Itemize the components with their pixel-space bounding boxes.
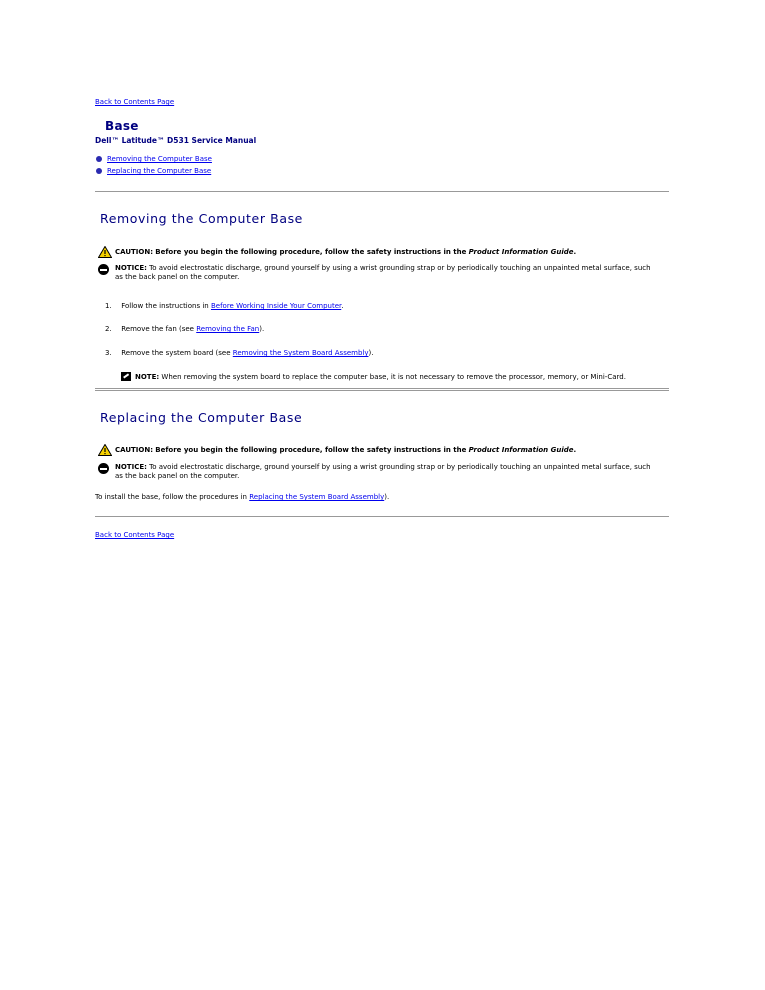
caution-guide-title: Product Information Guide: [468, 248, 574, 256]
install-text: To install the base, follow the procedures in: [95, 493, 247, 501]
link-replacing-system-board[interactable]: Replacing the System Board Assembly: [249, 493, 385, 501]
step-number: 1.: [105, 302, 112, 310]
step-item: [105, 325, 264, 334]
divider: [95, 390, 669, 391]
page-title: Base: [105, 119, 139, 133]
step-text: Follow the instructions in: [121, 302, 209, 310]
divider: [95, 191, 669, 192]
link-before-working[interactable]: Before Working Inside Your Computer: [210, 302, 342, 310]
caution-icon: [98, 246, 112, 258]
divider: [95, 388, 669, 389]
divider: [95, 516, 669, 517]
back-to-contents-link-top[interactable]: Back to Contents Page: [95, 98, 175, 106]
caution-text-removing: CAUTION: Before you begin the following procedure, follow the safety instructions in the Product Information Guide.: [115, 248, 577, 256]
notice-body-line1: To avoid electrostatic discharge, ground yourself by using a wrist grounding strap or by periodically touching an unpainted metal surface, such: [149, 463, 651, 471]
install-text-end: ).: [384, 493, 390, 501]
notice-body-line2: as the back panel on the computer.: [115, 273, 240, 281]
notice-icon: [98, 264, 109, 275]
link-removing-system-board[interactable]: Removing the System Board Assembly: [232, 349, 369, 357]
install-instructions: [95, 493, 389, 502]
note-label: NOTE:: [135, 373, 160, 381]
caution-body: Before you begin the following procedure, follow the safety instructions in the: [155, 446, 467, 454]
step-text-end: ).: [368, 349, 374, 357]
manual-subtitle: Dell™ Latitude™ D531 Service Manual: [95, 136, 257, 145]
back-to-contents-link-bottom[interactable]: Back to Contents Page: [95, 531, 175, 539]
section-heading-removing: Removing the Computer Base: [100, 211, 303, 226]
caution-body: Before you begin the following procedure, follow the safety instructions in the: [155, 248, 467, 256]
notice-label: NOTICE:: [115, 264, 147, 272]
caution-label: CAUTION:: [115, 248, 154, 256]
step-text: Remove the fan (see: [121, 325, 194, 333]
step-item: [105, 349, 373, 358]
step-number: 2.: [105, 325, 112, 333]
caution-text-replacing: CAUTION: Before you begin the following procedure, follow the safety instructions in the Product Information Guide.: [115, 446, 577, 454]
step-text-end: .: [341, 302, 344, 310]
bullet-icon: [96, 168, 102, 174]
toc-link-removing[interactable]: Removing the Computer Base: [107, 155, 212, 163]
toc-link-replacing[interactable]: Replacing the Computer Base: [107, 167, 212, 175]
note-text: [135, 373, 626, 382]
notice-text-removing: [115, 264, 675, 282]
notice-icon: [98, 463, 109, 474]
note-icon: [121, 372, 131, 381]
notice-body-line1: To avoid electrostatic discharge, ground yourself by using a wrist grounding strap or by periodically touching an unpainted metal surface, such: [149, 264, 651, 272]
bullet-icon: [96, 156, 102, 162]
section-heading-replacing: Replacing the Computer Base: [100, 410, 303, 425]
note-body: When removing the system board to replace the computer base, it is not necessary to remove the processor, memory, or Mini-Card.: [161, 373, 626, 381]
step-text: Remove the system board (see: [121, 349, 231, 357]
step-item: [105, 302, 343, 311]
link-removing-fan[interactable]: Removing the Fan: [196, 325, 260, 333]
caution-guide-title: Product Information Guide: [468, 446, 574, 454]
notice-text-replacing: [115, 463, 675, 481]
notice-label: NOTICE:: [115, 463, 147, 471]
notice-body-line2: as the back panel on the computer.: [115, 472, 240, 480]
caution-label: CAUTION:: [115, 446, 154, 454]
step-text-end: ).: [259, 325, 265, 333]
step-number: 3.: [105, 349, 112, 357]
caution-icon: [98, 444, 112, 456]
